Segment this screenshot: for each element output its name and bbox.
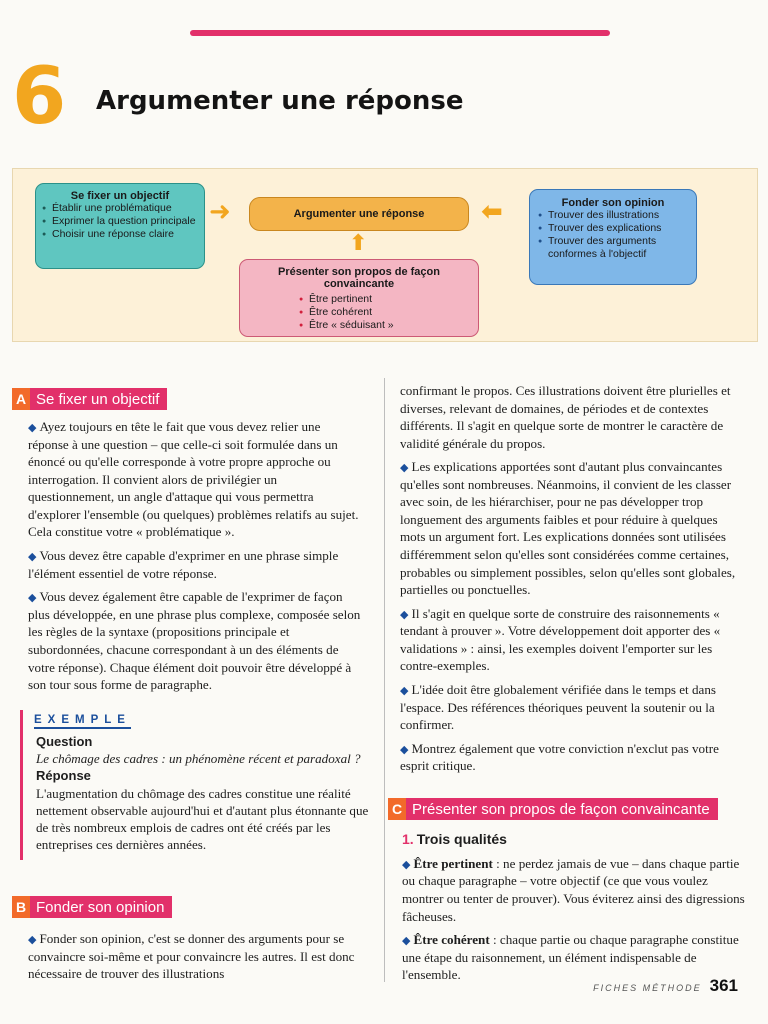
example-answer-label: Réponse (36, 768, 91, 784)
diagram-item: ● Trouver des arguments conformes à l'objectif (538, 235, 688, 261)
paragraph-text: Vous devez également être capable de l'exprimer de façon plus développée, en une phrase plus complexe, composée selon les règles de la syntaxe (propositions principale et subordonnées, chacune correspondant à un des éléments de votre réponse). Chaque élément doit pouvoir être développé à son tour sous forme de paragraphe. (28, 589, 361, 693)
paragraph-text: Ayez toujours en tête le fait que vous devez relier une réponse à une question – que celle-ci soit formulée dans un énoncé ou qu'elle corresponde à votre propre approche ou interrogation. Il convient alors de privilégier un questionnement, un angle d'attaque qui vous permettra d'explorer l'ensemble (ou quelques) problèmes relatifs au sujet. Cela constitue votre « problématique ». (28, 419, 359, 540)
paragraph (28, 418, 364, 541)
paragraph-text: confirmant le propos. Ces illustrations doivent être plurielles et diverses, relevant de domaines, de périodes et de contextes différents. Il s'agit en quelque sorte de montrer le caractère de validité générale du propos. (400, 383, 731, 451)
paragraph (400, 458, 744, 598)
paragraph-text: Les explications apportées sont d'autant plus convaincantes qu'elles sont nombreuses. Néanmoins, il convient de les classer avec soin, de les hiérarchiser, pour ne pas développer trop longuement des arguments faibles et pour réduire à quelques mots un argument fort. Les explications données sont utilisées différemment selon qu'elles sont considérées comme certaines, probables ou simplement possibles, selon qu'elles sont globales, partielles ou ponctuelles. (400, 459, 736, 598)
diagram-box-opinion (529, 189, 697, 285)
diamond-bullet-icon: ◆ (400, 462, 409, 475)
page-number: 361 (709, 976, 738, 995)
subsection-heading (402, 830, 746, 849)
diagram-item: ● Exprimer la question principale (42, 215, 198, 228)
section-label: Fonder son opinion (30, 896, 172, 918)
diamond-bullet-icon: ◆ (28, 934, 37, 946)
paragraph-text: Il s'agit en quelque sorte de construire des raisonnements « tendant à prouver ». Votre développement doit apporter des « validations » : ainsi, les exemples doivent l'emporter sur les contre-exemples. (400, 605, 721, 674)
example-body (36, 733, 370, 854)
diamond-bullet-icon: ◆ (402, 858, 411, 871)
section-heading-b (12, 896, 172, 918)
diamond-bullet-icon: ◆ (28, 592, 37, 605)
right-column-bottom (402, 828, 746, 990)
section-heading-a (12, 388, 167, 410)
diagram-box-argumenter: Argumenter une réponse (249, 197, 469, 231)
section-letter: C (388, 798, 406, 820)
section-label: Présenter son propos de façon convaincante (406, 798, 718, 820)
method-diagram (12, 168, 758, 342)
diamond-bullet-icon: ◆ (400, 684, 409, 697)
page-footer (593, 976, 738, 996)
diagram-box-objectif (35, 183, 205, 269)
paragraph (402, 855, 746, 925)
example-title: EXEMPLE (34, 714, 131, 729)
diagram-box-title: Présenter son propos de façon convaincante (278, 266, 440, 290)
example-answer: L'augmentation du chômage des cadres constitue une réalité nettement observable aujourd'hui et d'autant plus étonnante que de très nombreux emplois de cadres ont été créés par les entreprises ces dernières années. (36, 785, 369, 853)
paragraph-text: Montrez également que votre conviction n'exclut pas votre esprit critique. (400, 740, 719, 774)
paragraph (400, 681, 744, 734)
paragraph-text: L'idée doit être globalement vérifiée dans le temps et dans l'espace. Des références théoriques peuvent la soutenir ou la confirmer. (400, 681, 716, 733)
top-accent-stripe (190, 30, 610, 36)
diagram-item: ● Être « séduisant » (299, 319, 419, 332)
footer-label: FICHES MÉTHODE (593, 983, 702, 993)
example-accent-bar (20, 710, 23, 860)
diagram-box-title: Fonder son opinion (561, 197, 665, 209)
paragraph-text: Fonder son opinion, c'est se donner des arguments pour se convaincre soi-même et pour convaincre les autres. Il est donc nécessaire de trouver des illustrations (28, 931, 355, 982)
paragraph-text: : ne perdez jamais de vue – dans chaque partie ou chaque paragraphe – votre objectif (ce que vous voulez montrer ou tenter de prouver). Vous éviterez ainsi des digressions fâcheuses. (402, 855, 745, 924)
arrow-right-icon: ➜ (209, 197, 231, 227)
diagram-item: ● Être pertinent (299, 293, 419, 306)
subsection-label: Trois qualités (416, 831, 507, 847)
paragraph-text: : chaque partie ou chaque paragraphe constitue une étape du raisonnement, un élément indispensable de l'ensemble. (402, 932, 739, 983)
diamond-bullet-icon: ◆ (400, 608, 409, 621)
quality-label: Être cohérent (413, 932, 490, 948)
diamond-bullet-icon: ◆ (402, 935, 411, 948)
section-letter: B (12, 896, 30, 918)
diagram-box-presenter (239, 259, 479, 337)
chapter-number: 6 (12, 52, 67, 142)
paragraph (400, 740, 744, 775)
paragraph (28, 930, 368, 983)
example-question: Le chômage des cadres : un phénomène récent et paradoxal ? (36, 751, 361, 767)
diagram-item: ● Trouver des explications (538, 222, 688, 235)
paragraph-text: Vous devez être capable d'exprimer en une phrase simple l'élément essentiel de votre réponse. (28, 547, 339, 581)
right-column-top (400, 382, 744, 781)
diagram-item: ● Établir une problématique (42, 202, 198, 215)
subsection-number: 1. (402, 831, 414, 847)
quality-label: Être pertinent (413, 855, 493, 871)
example-question-label: Question (36, 734, 93, 749)
section-letter: A (12, 388, 30, 410)
chapter-title: Argumenter une réponse (96, 86, 464, 116)
arrow-left-icon: ⬅ (481, 197, 503, 227)
diagram-item: ● Trouver des illustrations (538, 209, 688, 222)
diagram-item: ● Être cohérent (299, 306, 419, 319)
diagram-box-title: Se fixer un objectif (70, 190, 170, 202)
paragraph (28, 588, 364, 693)
diamond-bullet-icon: ◆ (28, 550, 37, 563)
paragraph (400, 605, 744, 675)
section-heading-c (388, 798, 718, 820)
arrow-up-icon: ⬆ (349, 231, 368, 256)
column-divider (384, 378, 385, 982)
left-column-top (28, 418, 364, 700)
left-column-bottom (28, 930, 368, 989)
diamond-bullet-icon: ◆ (400, 743, 409, 756)
paragraph (28, 547, 364, 582)
diagram-item: ● Choisir une réponse claire (42, 228, 198, 241)
example-block (20, 710, 370, 854)
section-label: Se fixer un objectif (30, 388, 167, 410)
diamond-bullet-icon: ◆ (28, 422, 37, 434)
